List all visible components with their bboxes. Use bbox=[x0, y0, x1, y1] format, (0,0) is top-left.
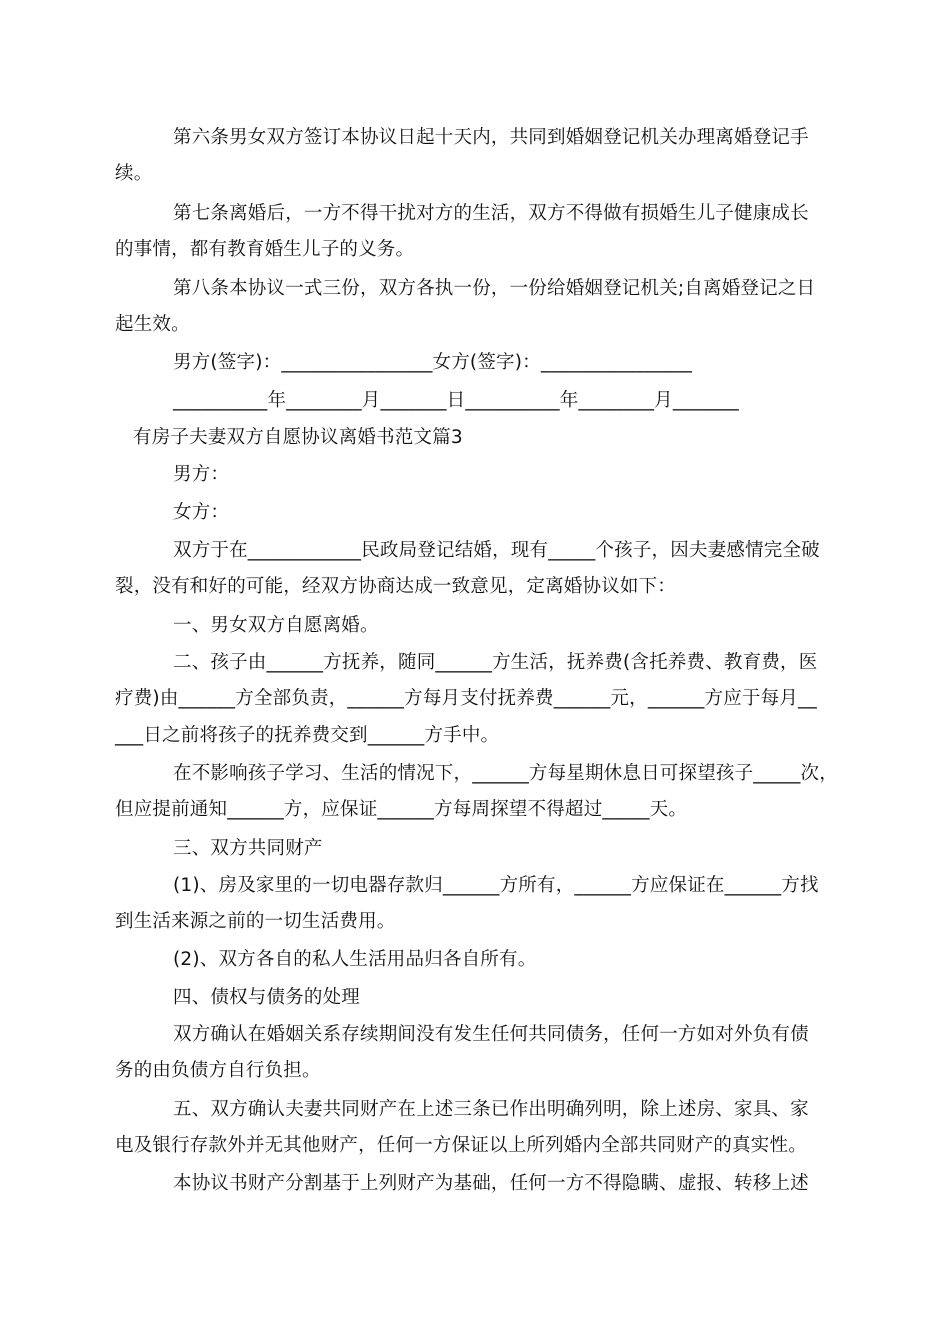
article-6-line-2: 续。 bbox=[115, 163, 153, 184]
clause-5-line-2: 电及银行存款外并无其他财产，任何一方保证以上所列婚内全部共同财产的真实性。 bbox=[115, 1135, 807, 1156]
article-7-line-1: 第七条离婚后，一方不得干扰对方的生活，双方不得做有损婚生儿子健康成长 bbox=[173, 203, 809, 224]
clause-4-heading: 四、债权与债务的处理 bbox=[173, 987, 361, 1008]
article-6-line-1: 第六条男女双方签订本协议日起十天内，共同到婚姻登记机关办理离婚登记手 bbox=[173, 127, 809, 148]
clause-3-item-1-line-1: (1)、房及家里的一切电器存款归______方所有，______方应保证在______方找 bbox=[173, 875, 819, 896]
male-party-label: 男方： bbox=[173, 464, 230, 485]
clause-1: 一、男女双方自愿离婚。 bbox=[173, 615, 379, 636]
clause-3-item-1-line-2: 到生活来源之前的一切生活费用。 bbox=[115, 911, 396, 932]
clause-4-line-1: 双方确认在婚姻关系存续期间没有发生任何共同债务，任何一方如对外负有债 bbox=[173, 1024, 809, 1045]
article-8-line-2: 起生效。 bbox=[115, 314, 190, 335]
closing-line: 本协议书财产分割基于上列财产为基础，任何一方不得隐瞒、虚报、转移上述 bbox=[173, 1173, 809, 1194]
clause-3-heading: 三、双方共同财产 bbox=[173, 838, 323, 859]
article-8-line-1: 第八条本协议一式三份，双方各执一份，一份给婚姻登记机关;自离婚登记之日 bbox=[173, 278, 816, 299]
clause-2-line-1: 二、孩子由______方抚养，随同______方生活，抚养费(含托养费、教育费，医 bbox=[173, 652, 818, 673]
female-party-label: 女方： bbox=[173, 502, 230, 523]
intro-line-2: 裂，没有和好的可能，经双方协商达成一致意见，定离婚协议如下： bbox=[115, 576, 677, 597]
clause-2-line-2: 疗费)由______方全部负责，______方每月支付抚养费______元，______方应于每月__ bbox=[115, 688, 817, 709]
clause-5-line-1: 五、双方确认夫妻共同财产在上述三条已作出明确列明，除上述房、家具、家 bbox=[173, 1099, 809, 1120]
signature-line: 男方(签字)：________________女方(签字)：________________ bbox=[173, 352, 693, 373]
clause-3-item-2: (2)、双方各自的私人生活用品归各自所有。 bbox=[173, 949, 537, 970]
visitation-line-1: 在不影响孩子学习、生活的情况下，______方每星期休息日可探望孩子_____次， bbox=[173, 763, 838, 784]
section-heading: 有房子夫妻双方自愿协议离婚书范文篇3 bbox=[133, 427, 463, 448]
clause-2-line-3: ___日之前将孩子的抚养费交到______方手中。 bbox=[115, 725, 500, 746]
article-7-line-2: 的事情，都有教育婚生儿子的义务。 bbox=[115, 239, 415, 260]
clause-4-line-2: 务的由负债方自行负担。 bbox=[115, 1060, 321, 1081]
date-line: __________年________月_______日__________年________月_______ bbox=[173, 390, 740, 411]
visitation-line-2: 但应提前通知______方，应保证______方每周探望不得超过_____天。 bbox=[115, 799, 688, 820]
intro-line-1: 双方于在____________民政局登记结婚，现有_____个孩子，因夫妻感情完全破 bbox=[173, 540, 820, 561]
